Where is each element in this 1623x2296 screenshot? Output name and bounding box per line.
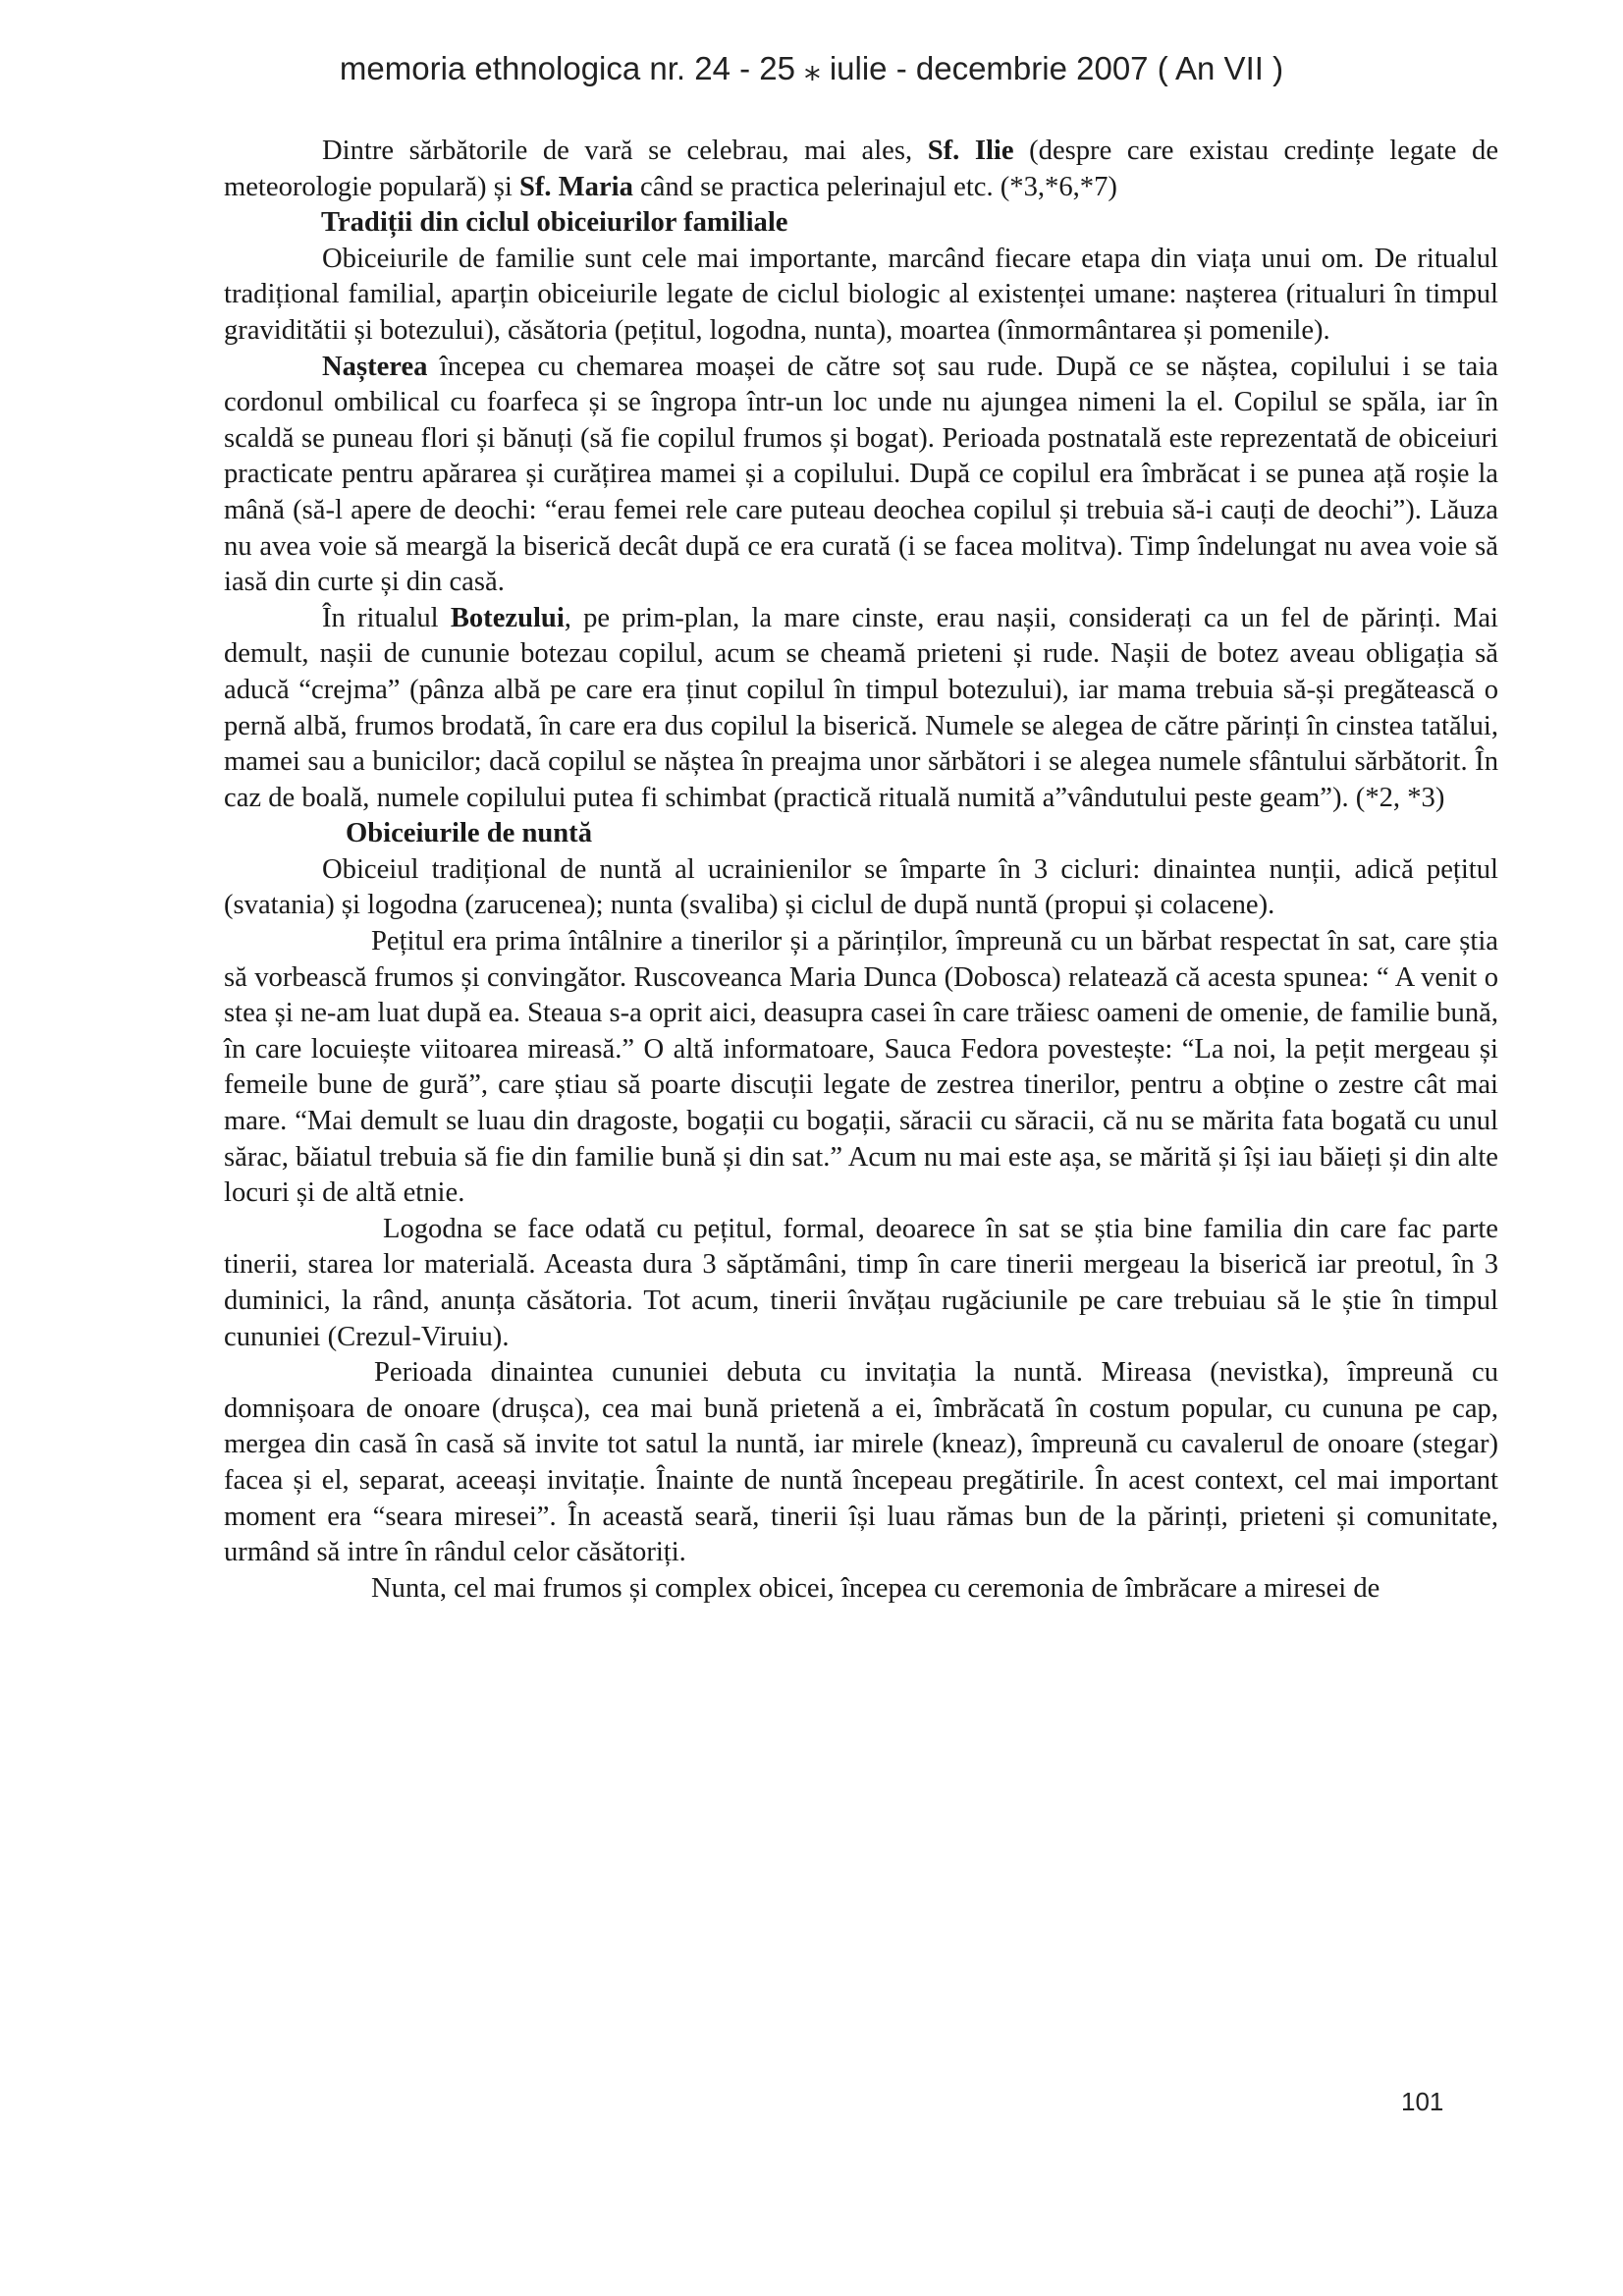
bold-term-sf-ilie: Sf. Ilie (927, 136, 1014, 166)
page-body (224, 134, 1498, 1607)
section-heading-wedding-customs: Obiceiurile de nuntă (346, 818, 593, 849)
paragraph-summer-holidays (224, 134, 1498, 205)
paragraph-courtship: Pețitul era prima întâlnire a tinerilor și a părinților, împreună cu un bărbat respectat în sat, care știa să vorbească frumos și convingător. Ruscoveanca Maria Dunca (Dobosca) relatează că acesta spunea: “ A venit o stea și ne-am luat după ea. Steaua s-a oprit aici, deasupra casei în care trăiesc oameni de omenie, de familie bună, în care locuiește viitoarea mireasă.” O altă informatoare, Sauca Fedora povestește: “La noi, la pețit mergeau și femeile bune de gură”, care știau să poarte discuții legate de zestrea tinerilor, pentru a obține o zestre cât mai mare. “Mai demult se luau din dragoste, bogații cu bogații, săracii cu săracii, că nu se mărita fata bogată cu unul sărac, băiatul trebuia să fie din familie bună și din sat.” Acum nu mai este așa, se mărită și își iau băieți și din alte locuri și de altă etnie. (224, 926, 1498, 1209)
paragraph-wedding: Nunta, cel mai frumos și complex obicei, începea cu ceremonia de îmbrăcare a miresei de (371, 1572, 1380, 1604)
text-run: când se practica pelerinajul etc. (*3,*6,*7) (632, 171, 1117, 202)
paragraph-baptism (224, 601, 1498, 817)
bold-term-birth: Nașterea (322, 351, 428, 382)
paragraph-engagement: Logodna se face odată cu pețitul, formal, deoarece în sat se știa bine familia din care fac parte tinerii, starea lor materială. Aceasta dura 3 săptămâni, timp în care tinerii mergeau la biserică iar preotul, în 3 duminici, la rând, anunța căsătoria. Tot acum, tinerii învățau rugăciunile pe care trebuiau să le știe în timpul cununiei (Crezul-Viruiu). (224, 1213, 1498, 1352)
section-heading-family-customs: Tradiții din ciclul obiceiurilor familiale (321, 207, 788, 239)
paragraph-before-ceremony: Perioada dinaintea cununiei debuta cu invitația la nuntă. Mireasa (nevistka), împreună cu domnișoara de onoare (drușca), cea mai bună prietenă a ei, îmbrăcată în costum popular, cu cununa pe cap, mergea din casă în casă să invite tot satul la nuntă, iar mirele (kneaz), împreună cu cavalerul de onoare (stegar) facea și el, separat, aceeași invitație. Înainte de nuntă începeau pregătirile. În acest context, cel mai important moment era “seara miresei”. În această seară, tinerii își luau rămas bun de la părinți, prieteni și comunitate, urmând să intre în rândul celor căsătoriți. (224, 1357, 1498, 1568)
text-run: (despre care existau credințe legate de meteorologie populară) și (224, 136, 1499, 202)
bold-term-sf-maria: Sf. Maria (518, 171, 633, 202)
text-run: , pe prim-plan, la mare cinste, erau nașii, considerați ca un fel de părinți. Mai demult, nașii de cununie botezau copilul, acum se cheamă prieteni și rude. Nașii de botez aveau obligația să aducă “crejma” (pânza albă pe care era ținut copilul în timpul botezului), iar mama trebuia să-și pregătească o pernă albă, frumos brodată, în care era dus copilul la biserică. Numele se alegea de către părinți în cinstea tatălui, mamei sau a bunicilor; dacă copilul se năștea în preajma unor sărbători i se alegea numele sfântului sărbătorit. În caz de boală, numele copilului putea fi schimbat (practică rituală numită a”vândutului peste geam”). (*2, *3) (224, 602, 1499, 813)
running-header: memoria ethnologica nr. 24 - 25 ⁎ iulie - decembrie 2007 ( An VII ) (339, 50, 1284, 86)
paragraph-birth (224, 350, 1498, 601)
paragraph-family-intro: Obiceiurile de familie sunt cele mai importante, marcând fiecare etapa din viața unui om. De ritualul tradițional familial, aparțin obiceiurile legate de ciclul biologic al existenței umane: nașterea (ritualuri în timpul graviditătii și botezului), căsătoria (pețitul, logodna, nunta), moartea (înmormântarea și pomenile). (224, 243, 1498, 346)
bold-term-baptism: Botezului (450, 602, 565, 633)
text-run: În ritualul (322, 602, 451, 633)
paragraph-wedding-intro: Obiceiul tradițional de nuntă al ucrainienilor se împarte în 3 cicluri: dinaintea nunții, adică pețitul (svatania) și logodna (zarucenea); nunta (svaliba) și ciclul de după nuntă (propui și colacene). (224, 853, 1498, 921)
text-run: începea cu chemarea moașei de către soț sau rude. După ce se năștea, copilului i se taia cordonul ombilical cu foarfeca și se îngropa într-un loc unde nu ajungea nimeni la el. Copilul se spăla, iar în scaldă se puneau flori și bănuți (să fie copilul frumos și bogat). Perioada postnatală este reprezentată de obiceiuri practicate pentru apărarea și curățirea mamei și a copilului. După ce copilul era îmbrăcat i se punea ață roșie la mână (să-l apere de deochi: “erau femei rele care puteau deochea copilul și trebuia să-i cauți de deochi”). Lăuza nu avea voie să meargă la biserică decât după ce era curată (i se facea molitva). Timp îndelungat nu avea voie să iasă din curte și din casă. (224, 351, 1498, 598)
text-run: Dintre sărbătorile de vară se celebrau, mai ales, (322, 136, 928, 166)
page-number: 101 (1401, 2087, 1444, 2116)
